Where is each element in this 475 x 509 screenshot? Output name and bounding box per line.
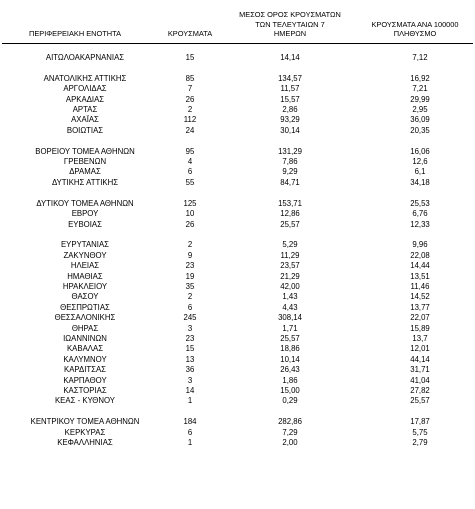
region-name-cell: ΕΒΡΟΥ	[71, 209, 99, 219]
avg-7day-cell: 4,43	[282, 302, 298, 312]
region-name-cell: ΘΑΣΟΥ	[71, 292, 99, 302]
cases-cell: 35	[185, 281, 195, 291]
avg-7day-cell: 7,86	[282, 157, 298, 167]
table-row	[0, 313, 475, 323]
per-100k-cell: 41,04	[410, 375, 430, 385]
per-100k-cell: 20,35	[410, 125, 430, 135]
spacer-row	[0, 63, 475, 73]
per-100k-cell: 34,18	[410, 177, 430, 187]
cases-cell: 2	[187, 105, 193, 115]
per-100k-cell: 36,09	[410, 115, 430, 125]
avg-7day-cell: 1,86	[282, 375, 298, 385]
region-name-cell: ΑΡΓΟΛΙΔΑΣ	[63, 84, 107, 94]
region-name-cell: ΚΕΡΚΥΡΑΣ	[64, 427, 106, 437]
cases-cell: 23	[185, 261, 195, 271]
table-row	[0, 365, 475, 375]
cases-cell: 112	[183, 115, 197, 125]
avg-7day-cell: 11,57	[280, 84, 300, 94]
region-name-cell: ΑΙΤΩΛΟΑΚΑΡΝΑΝΙΑΣ	[45, 53, 125, 62]
region-name-cell: ΔΥΤΙΚΗΣ ΑΤΤΙΚΗΣ	[51, 177, 119, 187]
header-avg-line1: ΜΕΣΟΣ ΟΡΟΣ ΚΡΟΥΣΜΑΤΩΝ	[239, 10, 341, 19]
cases-cell: 125	[183, 198, 197, 208]
header-per100k-line2: ΠΛΗΘΥΣΜΟ	[393, 29, 437, 38]
spacer-row	[0, 188, 475, 198]
avg-7day-cell: 21,29	[280, 271, 300, 281]
per-100k-cell: 13,51	[410, 271, 430, 281]
cases-cell: 184	[183, 417, 197, 427]
header-per100k-line1: ΚΡΟΥΣΜΑΤΑ ΑΝΑ 100000	[371, 19, 459, 29]
table-row	[0, 417, 475, 427]
cases-cell: 6	[187, 302, 193, 312]
per-100k-cell: 14,52	[410, 292, 430, 302]
table-row	[0, 386, 475, 396]
region-name-cell: ΒΟΙΩΤΙΑΣ	[66, 125, 104, 135]
per-100k-cell: 12,6	[412, 157, 428, 167]
per-100k-cell: 2,79	[412, 438, 428, 448]
cases-cell: 4	[187, 157, 193, 167]
avg-7day-cell: 84,71	[280, 177, 300, 187]
avg-7day-cell: 308,14	[278, 313, 302, 323]
per-100k-cell: 15,89	[410, 323, 430, 333]
table-row	[0, 324, 475, 334]
avg-7day-cell: 9,29	[282, 167, 298, 177]
cases-cell: 1	[187, 438, 193, 448]
table-row	[0, 147, 475, 157]
header-avg-line2: ΤΩΝ ΤΕΛΕΥΤΑΙΩΝ 7	[255, 19, 325, 29]
per-100k-cell: 13,7	[412, 333, 428, 343]
avg-7day-cell: 1,43	[282, 292, 298, 302]
per-100k-cell: 25,53	[410, 198, 430, 208]
per-100k-cell: 22,07	[410, 313, 430, 323]
region-name-cell: ΚΑΒΑΛΑΣ	[66, 344, 104, 354]
region-name-cell: ΘΕΣΠΡΩΤΙΑΣ	[60, 302, 110, 312]
table-row	[0, 157, 475, 167]
table-row	[0, 261, 475, 271]
cases-cell: 7	[187, 84, 193, 94]
per-100k-cell: 27,82	[410, 386, 430, 395]
avg-7day-cell: 93,29	[280, 115, 300, 125]
cases-cell: 26	[185, 219, 195, 229]
avg-7day-cell: 282,86	[278, 417, 302, 427]
avg-7day-cell: 5,29	[282, 240, 298, 250]
table-row	[0, 438, 475, 448]
cases-cell: 2	[187, 292, 193, 302]
region-name-cell: ΒΟΡΕΙΟΥ ΤΟΜΕΑ ΑΘΗΝΩΝ	[35, 146, 135, 156]
per-100k-cell: 2,95	[412, 105, 428, 115]
table-row	[0, 126, 475, 136]
cases-cell: 24	[185, 125, 195, 135]
region-name-cell: ΚΕΦΑΛΛΗΝΙΑΣ	[57, 438, 113, 448]
per-100k-cell: 6,76	[412, 209, 428, 219]
region-name-cell: ΓΡΕΒΕΝΩΝ	[63, 157, 107, 167]
avg-7day-cell: 26,43	[280, 365, 300, 375]
cases-cell: 15	[185, 53, 195, 62]
per-100k-cell: 17,87	[410, 417, 430, 427]
avg-7day-cell: 2,86	[282, 105, 298, 115]
spacer-row	[0, 136, 475, 146]
region-name-cell: ΑΧΑΪΑΣ	[71, 115, 99, 125]
region-name-cell: ΚΕΑΣ - ΚΥΘΝΟΥ	[54, 396, 116, 406]
table-row	[0, 272, 475, 282]
avg-7day-cell: 42,00	[280, 281, 300, 291]
header-cases: ΚΡΟΥΣΜΑΤΑ	[167, 29, 213, 38]
table-row	[0, 292, 475, 302]
per-100k-cell: 16,06	[410, 146, 430, 156]
table-row	[0, 220, 475, 230]
avg-7day-cell: 153,71	[278, 198, 302, 208]
table-row	[0, 105, 475, 115]
region-name-cell: ΗΡΑΚΛΕΙΟΥ	[62, 281, 108, 291]
avg-7day-cell: 18,86	[280, 344, 300, 354]
table-row	[0, 344, 475, 354]
cases-cell: 9	[187, 250, 193, 260]
region-name-cell: ΔΥΤΙΚΟΥ ΤΟΜΕΑ ΑΘΗΝΩΝ	[36, 198, 134, 208]
avg-7day-cell: 25,57	[280, 219, 300, 229]
cases-cell: 15	[185, 344, 195, 354]
per-100k-cell: 29,99	[410, 94, 430, 104]
cases-cell: 85	[185, 73, 195, 83]
region-name-cell: ΚΑΡΔΙΤΣΑΣ	[64, 365, 106, 375]
table-row	[0, 209, 475, 219]
region-name-cell: ΘΗΡΑΣ	[71, 323, 99, 333]
header-avg-line3: ΗΜΕΡΩΝ	[273, 29, 307, 38]
table-row	[0, 167, 475, 177]
avg-7day-cell: 1,71	[282, 323, 298, 333]
cases-cell: 6	[187, 167, 193, 177]
per-100k-cell: 12,33	[410, 219, 430, 229]
per-100k-cell: 22,08	[410, 250, 430, 260]
cases-cell: 2	[187, 240, 193, 250]
table-row	[0, 84, 475, 94]
cases-cell: 23	[185, 333, 195, 343]
cases-cell: 55	[185, 177, 195, 187]
region-name-cell: ΕΥΡΥΤΑΝΙΑΣ	[60, 240, 109, 250]
per-100k-cell: 31,71	[410, 365, 430, 375]
cases-cell: 1	[187, 396, 193, 406]
per-100k-cell: 16,92	[410, 73, 430, 83]
per-100k-cell: 7,21	[412, 84, 428, 94]
region-name-cell: ΑΝΑΤΟΛΙΚΗΣ ΑΤΤΙΚΗΣ	[43, 73, 127, 83]
table-row	[0, 178, 475, 188]
cases-cell: 13	[185, 354, 195, 364]
avg-7day-cell: 30,14	[280, 125, 300, 135]
cases-cell: 3	[187, 323, 193, 333]
avg-7day-cell: 11,29	[280, 250, 300, 260]
region-name-cell: ΚΑΛΥΜΝΟΥ	[63, 354, 107, 364]
per-100k-cell: 9,96	[412, 240, 428, 250]
avg-7day-cell: 23,57	[280, 261, 300, 271]
avg-7day-cell: 15,00	[280, 386, 300, 395]
per-100k-cell: 7,12	[412, 53, 428, 62]
cases-cell: 36	[185, 365, 195, 375]
table-header	[0, 0, 475, 40]
avg-7day-cell: 134,57	[278, 73, 302, 83]
region-name-cell: ΕΥΒΟΙΑΣ	[68, 219, 102, 229]
header-region: ΠΕΡΙΦΕΡΕΙΑΚΗ ΕΝΟΤΗΤΑ	[29, 29, 121, 38]
header-divider	[2, 43, 473, 44]
table-row	[0, 240, 475, 250]
per-100k-cell: 12,01	[410, 344, 430, 354]
per-100k-cell: 25,57	[410, 396, 430, 406]
region-name-cell: ΚΑΣΤΟΡΙΑΣ	[63, 386, 107, 395]
region-name-cell: ΘΕΣΣΑΛΟΝΙΚΗΣ	[54, 313, 116, 323]
table-row	[0, 251, 475, 261]
per-100k-cell: 13,77	[410, 302, 430, 312]
region-name-cell: ΑΡΤΑΣ	[72, 105, 98, 115]
table-body	[0, 53, 475, 448]
avg-7day-cell: 7,29	[282, 427, 298, 437]
avg-7day-cell: 25,57	[280, 333, 300, 343]
avg-7day-cell: 2,00	[282, 438, 298, 448]
cases-cell: 3	[187, 375, 193, 385]
cases-cell: 95	[185, 146, 195, 156]
region-name-cell: ΗΜΑΘΙΑΣ	[67, 271, 103, 281]
table-row	[0, 115, 475, 125]
avg-7day-cell: 10,14	[280, 354, 300, 364]
spacer-row	[0, 230, 475, 240]
cases-cell: 10	[185, 209, 195, 219]
table-row	[0, 303, 475, 313]
spacer-row	[0, 407, 475, 417]
table-row	[0, 95, 475, 105]
region-name-cell: ΚΕΝΤΡΙΚΟΥ ΤΟΜΕΑ ΑΘΗΝΩΝ	[30, 417, 140, 427]
table-row	[0, 396, 475, 406]
avg-7day-cell: 15,57	[280, 94, 300, 104]
table-row	[0, 74, 475, 84]
avg-7day-cell: 14,14	[280, 53, 300, 62]
cases-cell: 14	[185, 386, 195, 395]
cases-cell: 19	[185, 271, 195, 281]
per-100k-cell: 6,1	[414, 167, 426, 177]
avg-7day-cell: 131,29	[278, 146, 302, 156]
region-name-cell: ΗΛΕΙΑΣ	[70, 261, 100, 271]
region-name-cell: ΑΡΚΑΔΙΑΣ	[65, 94, 105, 104]
region-name-cell: ΚΑΡΠΑΘΟΥ	[63, 375, 107, 385]
region-name-cell: ΖΑΚΥΝΘΟΥ	[63, 250, 107, 260]
cases-cell: 26	[185, 94, 195, 104]
table-row	[0, 334, 475, 344]
table-row	[0, 428, 475, 438]
avg-7day-cell: 0,29	[282, 396, 298, 406]
cases-cell: 6	[187, 427, 193, 437]
table-row	[0, 199, 475, 209]
cases-cell: 245	[183, 313, 197, 323]
table-row	[0, 376, 475, 386]
region-name-cell: ΙΩΑΝΝΙΝΩΝ	[63, 333, 107, 343]
avg-7day-cell: 12,86	[280, 209, 300, 219]
per-100k-cell: 44,14	[410, 354, 430, 364]
per-100k-cell: 14,44	[410, 261, 430, 271]
table-row	[0, 282, 475, 292]
table-row	[0, 53, 475, 63]
region-name-cell: ΔΡΑΜΑΣ	[69, 167, 101, 177]
per-100k-cell: 5,75	[412, 427, 428, 437]
table-row	[0, 355, 475, 365]
per-100k-cell: 11,46	[410, 281, 430, 291]
